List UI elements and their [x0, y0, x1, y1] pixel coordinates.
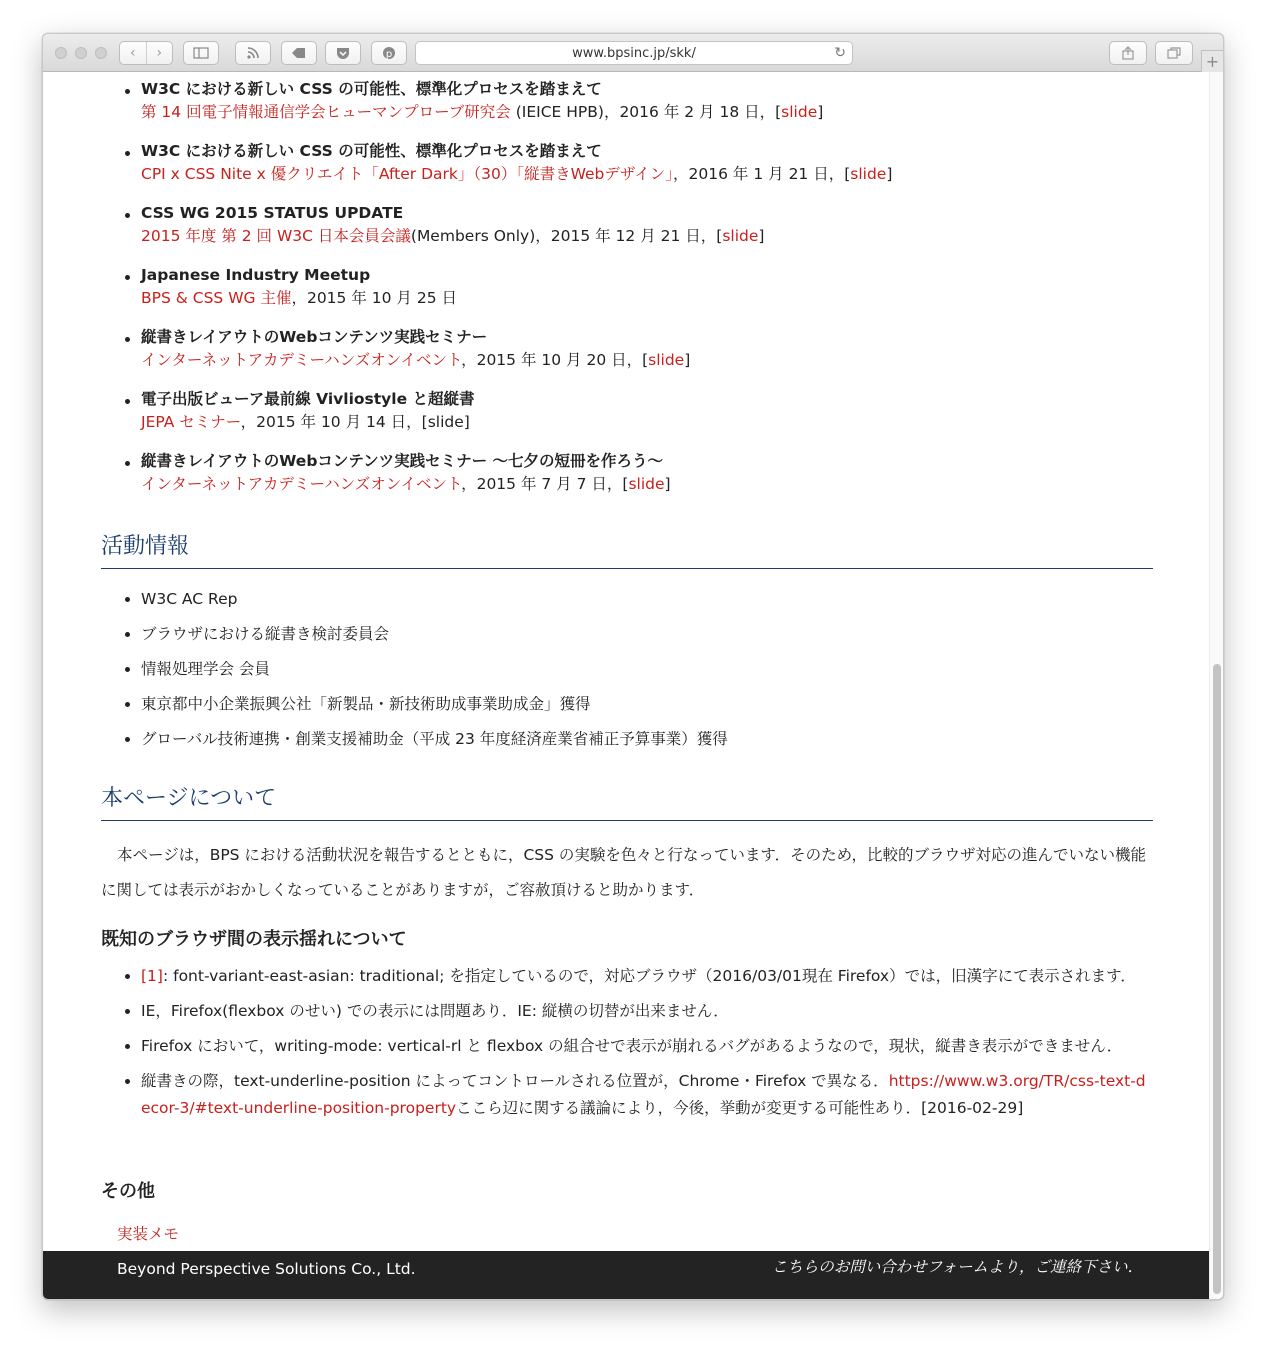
- slide-link[interactable]: slide: [628, 475, 665, 493]
- zoom-window-button[interactable]: [95, 47, 107, 59]
- known-issue-text: 縦書きの際，text-underline-position によってコントロールされる位置が，Chrome・Firefox で異なる．: [141, 1072, 889, 1090]
- minimize-window-button[interactable]: [75, 47, 87, 59]
- implementation-memo-link[interactable]: 実装メモ: [117, 1225, 180, 1243]
- talk-date: (IEICE HPB)，2016 年 2 月 18 日，[: [510, 103, 782, 121]
- slide-link[interactable]: slide: [850, 165, 887, 183]
- reload-icon[interactable]: ↻: [834, 45, 846, 61]
- address-bar[interactable]: [415, 41, 853, 65]
- talk-date: ，2015 年 7 月 7 日，[: [461, 475, 629, 493]
- tag-icon: [291, 46, 307, 60]
- known-issue-text: : font-variant-east-asian: traditional; を指定しているので，対応ブラウザ（2016/03/01現在 Firefox）では，旧漢字にて表示されます．: [162, 967, 1136, 985]
- site-footer: [43, 1251, 1211, 1300]
- footnote-link[interactable]: [1]: [141, 967, 163, 985]
- known-issue-item: [101, 959, 1153, 994]
- vertical-scrollbar[interactable]: [1209, 72, 1223, 1300]
- nav-buttons: [119, 41, 173, 65]
- talk-item: [101, 80, 1153, 142]
- share-button[interactable]: [1109, 41, 1147, 65]
- activity-list: [101, 582, 1153, 757]
- talk-date: ，2015 年 10 月 25 日: [291, 289, 457, 307]
- known-issue-text: ここら辺に関する議論により，今後，挙動が変更する可能性あり．[2016-02-29]: [456, 1099, 1024, 1117]
- sidebar-toggle-button[interactable]: [183, 41, 219, 65]
- talk-date: (Members Only)，2015 年 12 月 21 日，[: [410, 227, 723, 245]
- pocket-icon: [336, 46, 350, 60]
- activity-heading: 活動情報: [101, 532, 1153, 569]
- slide-link[interactable]: slide: [722, 227, 759, 245]
- talk-title: CSS WG 2015 STATUS UPDATE: [141, 204, 404, 222]
- rss-icon: [246, 46, 260, 60]
- event-link[interactable]: CPI x CSS Nite x 優クリエイト「After Dark」（30）「縦書きWebデザイン」: [141, 165, 674, 183]
- slide-link[interactable]: slide: [648, 351, 685, 369]
- known-issues-list: [101, 959, 1153, 1122]
- talk-item: [101, 452, 1153, 514]
- new-tab-button[interactable]: +: [1201, 50, 1223, 72]
- activity-item: 東京都中小企業振興公社「新製品・新技術助成事業助成金」獲得: [101, 687, 1153, 722]
- talk-title: W3C における新しい CSS の可能性、標準化プロセスを踏まえて: [141, 142, 602, 160]
- about-heading: 本ページについて: [101, 784, 1153, 821]
- known-issue-item: Firefox において，writing-mode: vertical-rl と flexbox の組合せで表示が崩れるバグがあるようなので，現状，縦書き表示ができません．: [101, 1029, 1153, 1064]
- talk-date: ，2016 年 1 月 21 日，[: [673, 165, 851, 183]
- sidebar-icon: [193, 47, 209, 59]
- talk-date: ，2015 年 10 月 20 日，[: [461, 351, 649, 369]
- talk-title: Japanese Industry Meetup: [141, 266, 371, 284]
- about-paragraph: 本ページは，BPS における活動状況を報告するとともに，CSS の実験を色々と行なっています．そのため，比較的ブラウザ対応の進んでいない機能に関しては表示がおかしくなっていることがありますが，ご容赦頂けると助かります．: [101, 846, 1147, 899]
- browser-toolbar: [43, 34, 1223, 72]
- rss-button[interactable]: [235, 41, 271, 65]
- bracket: ]: [817, 103, 824, 121]
- bracket: ]: [758, 227, 765, 245]
- share-icon: [1122, 46, 1134, 60]
- browser-window: [42, 33, 1224, 1300]
- known-issue-item: [101, 1064, 1153, 1122]
- talk-title: 縦書きレイアウトのWebコンテンツ実践セミナー 〜七夕の短冊を作ろう〜: [141, 452, 664, 470]
- contact-form-link[interactable]: こちらのお問い合わせフォームより，ご連絡下さい．: [771, 1258, 1143, 1276]
- talk-title: 電子出版ビューア最前線 Vivliostyle と超縦書: [141, 390, 475, 408]
- activity-item: W3C AC Rep: [101, 582, 1153, 617]
- talk-title: W3C における新しい CSS の可能性、標準化プロセスを踏まえて: [141, 80, 602, 98]
- talk-title: 縦書きレイアウトのWebコンテンツ実践セミナー: [141, 328, 488, 346]
- talk-item: [101, 390, 1153, 452]
- bracket: ]: [886, 165, 893, 183]
- talk-item: [101, 266, 1153, 328]
- footer-company: Beyond Perspective Solutions Co., Ltd.: [117, 1260, 416, 1278]
- page-content: [43, 72, 1211, 1300]
- talk-item: [101, 204, 1153, 266]
- activity-item: グローバル技術連携・創業支援補助金（平成 23 年度経済産業省補正予算事業）獲得: [101, 722, 1153, 757]
- event-link[interactable]: 第 14 回電子情報通信学会ヒューマンプローブ研究会: [141, 103, 511, 121]
- talk-item: [101, 142, 1153, 204]
- back-icon[interactable]: ‹: [129, 45, 136, 61]
- event-link[interactable]: インターネットアカデミーハンズオンイベント: [141, 351, 462, 369]
- talk-date: ，2015 年 10 月 14 日，[slide]: [240, 413, 470, 431]
- other-heading: その他: [101, 1181, 155, 1202]
- pocket-button[interactable]: [325, 41, 361, 65]
- event-link[interactable]: JEPA セミナー: [141, 413, 241, 431]
- bracket: ]: [664, 475, 671, 493]
- talk-item: [101, 328, 1153, 390]
- activity-item: ブラウザにおける縦書き検討委員会: [101, 617, 1153, 652]
- tabs-icon: [1167, 47, 1181, 59]
- extension-button[interactable]: [281, 41, 317, 65]
- pinterest-button[interactable]: [371, 41, 407, 65]
- scrollbar-thumb[interactable]: [1213, 664, 1221, 1294]
- pinterest-icon: [382, 46, 396, 60]
- forward-icon[interactable]: ›: [146, 42, 173, 64]
- event-link[interactable]: 2015 年度 第 2 回 W3C 日本会員会議: [141, 227, 411, 245]
- known-issue-item: IE，Firefox(flexbox のせい) での表示には問題あり．IE: 縦横の切替が出来ません．: [101, 994, 1153, 1029]
- url-text: www.bpsinc.jp/skk/: [572, 45, 696, 61]
- spec-link[interactable]: https://www.w3.org/TR/css-text-decor-3/#text-underline-position-property: [141, 1072, 1146, 1117]
- event-link[interactable]: BPS & CSS WG 主催: [141, 289, 292, 307]
- tabs-overview-button[interactable]: [1155, 41, 1193, 65]
- activity-item: 情報処理学会 会員: [101, 652, 1153, 687]
- known-issues-heading: 既知のブラウザ間の表示揺れについて: [101, 929, 407, 950]
- talk-list: [101, 80, 1153, 514]
- svg-text:p: p: [385, 49, 393, 60]
- slide-link[interactable]: slide: [781, 103, 818, 121]
- bracket: ]: [684, 351, 691, 369]
- event-link[interactable]: インターネットアカデミーハンズオンイベント: [141, 475, 462, 493]
- close-window-button[interactable]: [55, 47, 67, 59]
